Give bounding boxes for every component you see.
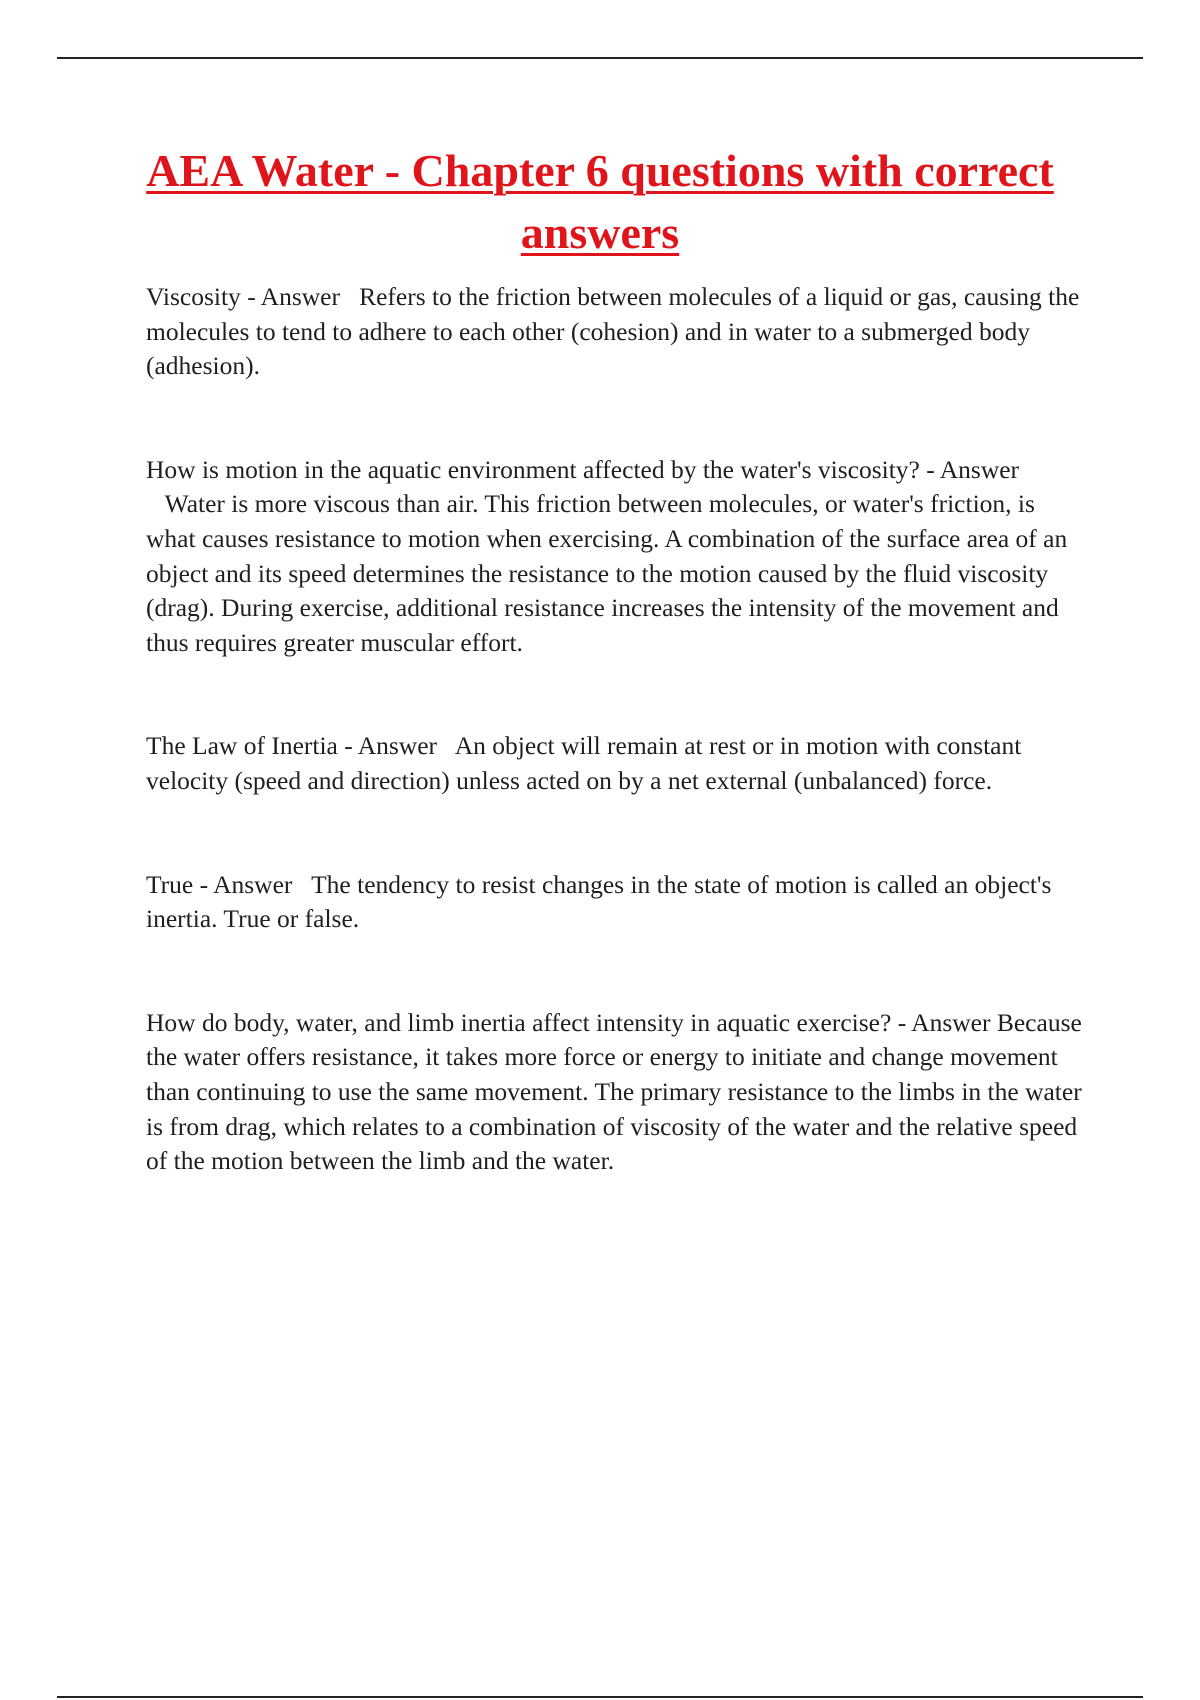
question-text: How do body, water, and limb inertia affect intensity in aquatic exercise? [146,1007,892,1037]
answer-marker: Answer [939,454,1020,484]
qa-item-viscosity: Viscosity - Answer Refers to the friction between molecules of a liquid or gas, causing the molecules to tend to adhere to each other (cohesion) and in water to a submerged body (adhesion). [146,282,1080,381]
answer-marker: Answer [911,1007,991,1037]
page-title: AEA Water - Chapter 6 questions with correct answers [146,145,1054,258]
answer-text: Refers to the friction between molecules of a liquid or gas, causing the molecules to tend to adhere to each other (cohesion) and in water to a submerged body (adhesion). [146,282,1080,381]
answer-text: The tendency to resist changes in the state of motion is called an object's inertia. True or false. [146,869,1052,934]
question-text: How is motion in the aquatic environment affected by the water's viscosity? [146,454,920,484]
qa-item-true: True - Answer The tendency to resist changes in the state of motion is called an object's inertia. True or false. [146,869,1052,934]
question-text: Viscosity [146,282,241,311]
bottom-page-rule [57,1696,1143,1698]
question-text: True [146,869,194,899]
answer-text: Water is more viscous than air. This friction between molecules, or water's friction, is what causes resistance to motion when exercising. A combination of the surface area of an object and its speed determines the resistance to the motion caused by the fluid viscosity (drag). During exercise, additional resistance increases the intensity of the movement and thus requires greater muscular effort. [146,489,1068,657]
answer-marker: Answer [357,731,438,761]
question-text: The Law of Inertia [146,731,338,761]
answer-marker: Answer [213,869,293,899]
qa-item-limb-inertia: How do body, water, and limb inertia affect intensity in aquatic exercise? - Answer Because the water offers resistance, it takes more force or energy to initiate and change movement than continuing to use the same movement. The primary resistance to the limbs in the water is from drag, which relates to a combination of viscosity of the water and the relative speed of the motion between the limb and the water. [146,1007,1082,1176]
answer-text: An object will remain at rest or in motion with constant velocity (speed and direction) unless acted on by a net external (unbalanced) force. [146,731,1022,795]
answer-text: Because the water offers resistance, it takes more force or energy to initiate and change movement than continuing to use the same movement. The primary resistance to the limbs in the water is from drag, which relates to a combination of viscosity of the water and the relative speed of the motion between the limb and the water. [146,1007,1082,1176]
qa-item-motion-viscosity: How is motion in the aquatic environment affected by the water's viscosity? - Answer Water is more viscous than air. This friction between molecules, or water's friction, is what causes resistance to motion when exercising. A combination of the surface area of an object and its speed determines the resistance to the motion caused by the fluid viscosity (drag). During exercise, additional resistance increases the intensity of the movement and thus requires greater muscular effort. [146,454,1068,657]
answer-marker: Answer [260,282,340,311]
qa-item-law-of-inertia: The Law of Inertia - Answer An object will remain at rest or in motion with constant velocity (speed and direction) unless acted on by a net external (unbalanced) force. [146,731,1022,795]
qa-list [146,280,1086,1248]
top-page-rule [57,57,1143,59]
